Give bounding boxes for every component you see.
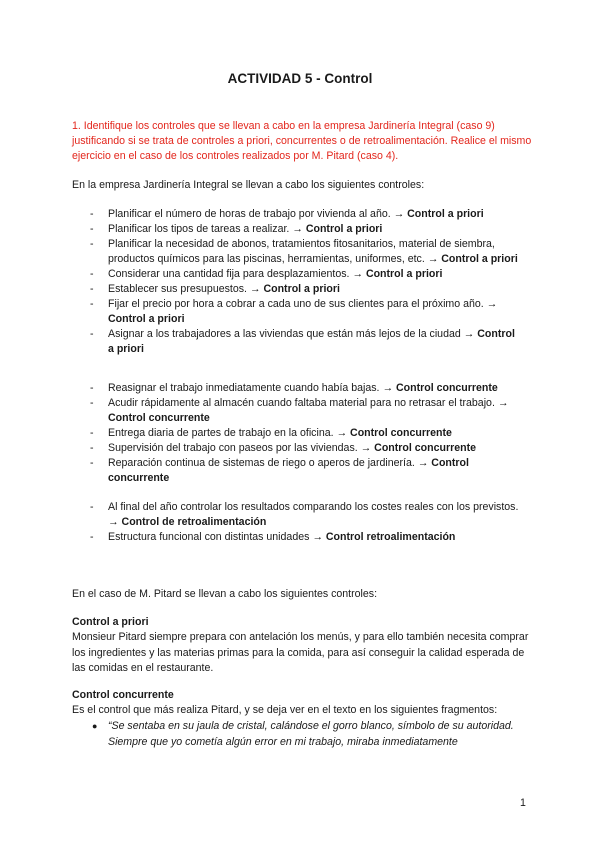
dash-marker: - — [90, 501, 94, 513]
item-text: Reparación continua de sistemas de riego o aperos de jardinería. → — [108, 457, 432, 469]
item-control: Control a priori — [305, 223, 383, 235]
item-control: Control retroalimentación — [325, 531, 456, 543]
item-text: Establecer sus presupuestos. → — [108, 283, 264, 295]
item-control: Control concurrente — [350, 427, 452, 439]
item-text: Planificar el número de horas de trabajo por vivienda al año. → — [108, 208, 408, 220]
item-control: Control a priori — [365, 268, 443, 280]
item-text: Estructura funcional con distintas unidades → — [108, 531, 326, 543]
item-control: Control a priori — [407, 208, 484, 220]
item-text: Planificar la necesidad de abonos, tratamientos fitosanitarios, material de siembra, productos químicos para las piscinas, herramientas, uniformes, etc. → — [108, 238, 495, 265]
apriori-paragraph: Monsieur Pitard siempre prepara con antelación los menús, y para ello también necesita comprar los ingredientes y las materias primas para la comida, para así conseguir la calidad esperada de las comidas en el restaurante. — [72, 631, 529, 674]
item-text: Al final del año controlar los resultados comparando los costes reales con los previstos. → — [108, 501, 519, 528]
concurrente-paragraph: Es el control que más realiza Pitard, y se deja ver en el texto en los siguientes fragmentos: — [72, 704, 498, 716]
list-item — [90, 426, 520, 441]
page-number: 1 — [520, 797, 526, 809]
dash-marker: - — [90, 397, 94, 409]
item-text: Acudir rápidamente al almacén cuando faltaba material para no retrasar el trabajo. → — [108, 397, 509, 409]
bullet-icon: ● — [92, 721, 98, 731]
control-list-retroalimentacion — [90, 500, 520, 545]
dash-marker: - — [90, 298, 94, 310]
item-text: Entrega diaria de partes de trabajo en la oficina. → — [108, 427, 351, 439]
question-text: 1. Identifique los controles que se llevan a cabo en la empresa Jardinería Integral (caso 9) justificando si se trata de controles a priori, concurrentes o de retroalimentación. Realice el mismo ejercicio en el caso de los controles realizados por M. Pitard (caso 4). — [72, 120, 532, 163]
item-text: Reasignar el trabajo inmediatamente cuando había bajas. → — [108, 382, 396, 394]
list-item — [90, 381, 520, 396]
item-text: Fijar el precio por hora a cobrar a cada uno de sus clientes para el próximo año. → — [108, 298, 498, 310]
list-item — [90, 456, 520, 486]
intro-text: En la empresa Jardinería Integral se llevan a cabo los siguientes controles: — [72, 179, 425, 191]
quote-list — [90, 718, 530, 750]
dash-marker: - — [90, 208, 94, 220]
item-control: Control a priori — [263, 283, 340, 295]
apriori-heading: Control a priori — [72, 616, 149, 628]
list-item — [90, 500, 520, 530]
control-list-concurrente — [90, 381, 520, 486]
list-item — [90, 396, 520, 426]
list-item — [90, 530, 520, 545]
item-text: Supervisión del trabajo con paseos por las viviendas. → — [108, 442, 375, 454]
dash-marker: - — [90, 223, 94, 235]
item-control: Control concurrente — [108, 457, 469, 484]
dash-marker: - — [90, 457, 94, 469]
list-item — [90, 327, 520, 357]
list-item — [90, 222, 520, 237]
title-main: ACTIVIDAD 5 — [227, 71, 313, 86]
item-text: Planificar los tipos de tareas a realizar. → — [108, 223, 306, 235]
item-control: Control concurrente — [374, 442, 476, 454]
dash-marker: - — [90, 531, 94, 543]
dash-marker: - — [90, 328, 94, 340]
dash-marker: - — [90, 442, 94, 454]
list-item — [90, 267, 520, 282]
item-control: Control a priori — [441, 253, 518, 265]
dash-marker: - — [90, 268, 94, 280]
dash-marker: - — [90, 382, 94, 394]
item-control: Control concurrente — [395, 382, 498, 394]
list-item — [90, 441, 520, 456]
title-sub: - Control — [312, 71, 373, 86]
item-text: Asignar a los trabajadores a las viviendas que están más lejos de la ciudad → — [108, 328, 478, 340]
dash-marker: - — [90, 427, 94, 439]
item-control: Control a priori — [108, 328, 515, 355]
item-control: Control a priori — [108, 313, 185, 325]
concurrente-heading: Control concurrente — [72, 689, 174, 701]
document-title — [0, 71, 600, 86]
item-control: Control de retroalimentación — [121, 516, 267, 528]
item-control: Control concurrente — [108, 412, 210, 424]
item-text: Considerar una cantidad fija para desplazamientos. → — [108, 268, 366, 280]
list-item — [90, 237, 520, 267]
control-list-a-priori — [90, 207, 520, 357]
list-item — [90, 207, 520, 222]
list-item — [90, 282, 520, 297]
list-item — [90, 297, 520, 327]
dash-marker: - — [90, 238, 94, 250]
pitard-intro: En el caso de M. Pitard se llevan a cabo los siguientes controles: — [72, 588, 378, 600]
dash-marker: - — [90, 283, 94, 295]
quote-text: “Se sentaba en su jaula de cristal, calándose el gorro blanco, símbolo de su autoridad. Siempre que yo cometía algún error en mi trabajo, miraba inmediatamente — [108, 720, 514, 748]
list-item — [90, 718, 530, 750]
